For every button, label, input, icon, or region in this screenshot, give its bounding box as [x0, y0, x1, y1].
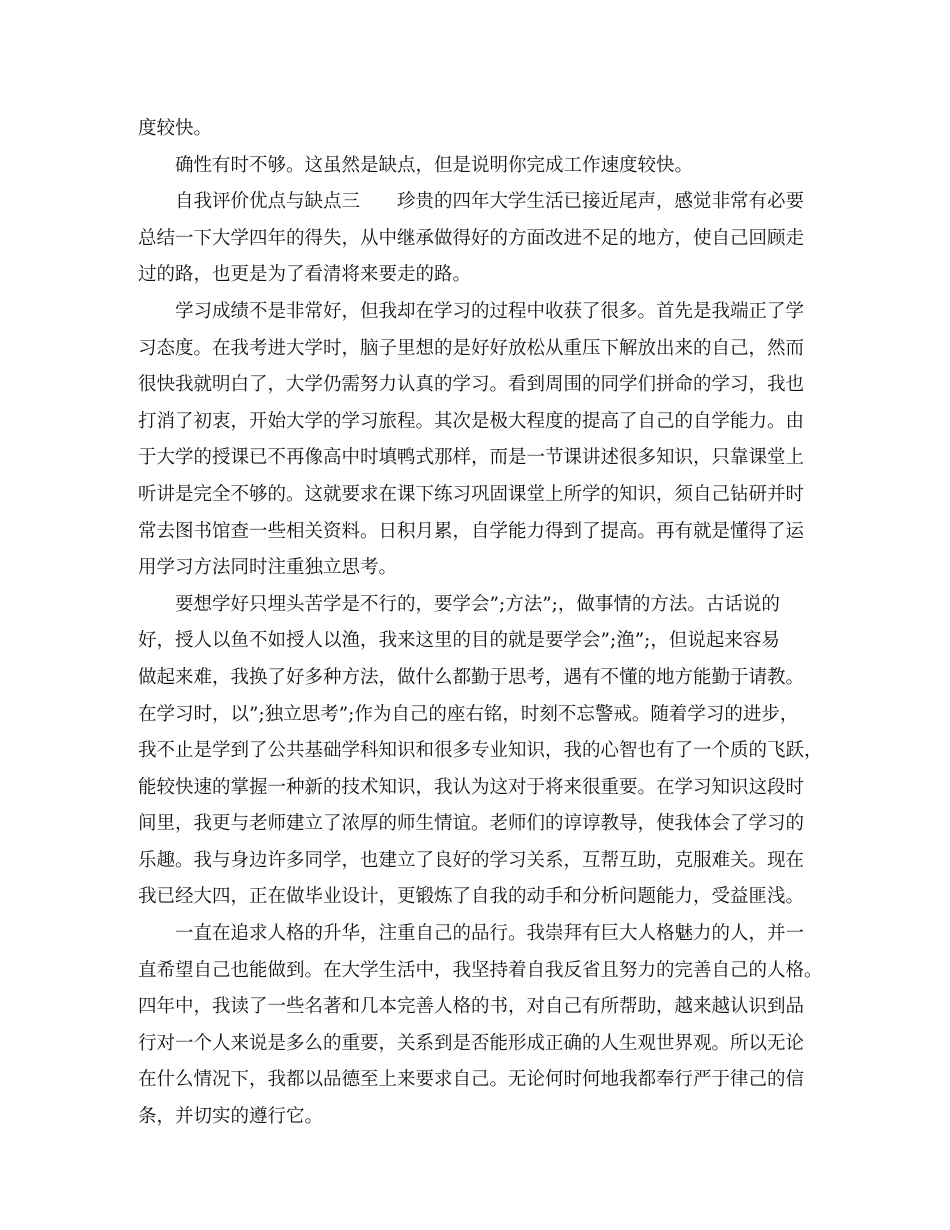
- text-line: 在什么情况下，我都以品德至上来要求自己。无论何时何地我都奉行严于律己的信: [138, 1069, 805, 1091]
- text-line: 很快我就明白了，大学仍需努力认真的学习。看到周围的同学们拼命的学习，我也: [138, 374, 805, 396]
- text-line: 间里，我更与老师建立了浓厚的师生情谊。老师们的谆谆教导，使我体会了学习的: [138, 813, 805, 835]
- text-line: 能较快速的掌握一种新的技术知识，我认为这对于将来很重要。在学习知识这段时: [138, 776, 805, 798]
- text-line: 过的路，也更是为了看清将来要走的路。: [138, 264, 472, 286]
- text-line: 一直在追求人格的升华，注重自己的品行。我崇拜有巨大人格魅力的人，并一: [175, 923, 805, 945]
- text-line: 在学习时，以”;独立思考”;作为自己的座右铭，时刻不忘警戒。随着学习的进步，: [138, 703, 799, 725]
- text-line: 我不止是学到了公共基础学科知识和很多专业知识，我的心智也有了一个质的飞跃，: [138, 740, 823, 762]
- document-body: [138, 111, 823, 1136]
- text-line: 四年中，我读了一些名著和几本完善人格的书，对自己有所帮助，越来越认识到品: [138, 996, 805, 1018]
- text-line: 总结一下大学四年的得失，从中继承做得好的方面改进不足的地方，使自己回顾走: [138, 227, 805, 249]
- paragraph-3: [138, 184, 814, 294]
- text-line: 常去图书馆查一些相关资料。日积月累，自学能力得到了提高。再有就是懂得了运: [138, 520, 805, 542]
- text-line: 打消了初衷，开始大学的学习旅程。其次是极大程度的提高了自己的自学能力。由: [138, 410, 805, 432]
- paragraph-5: [138, 587, 823, 916]
- text-line: 直希望自己也能做到。在大学生活中，我坚持着自我反省且努力的完善自己的人格。: [138, 959, 823, 981]
- paragraph-2: [138, 148, 814, 185]
- text-line: 听讲是完全不够的。这就要求在课下练习巩固课堂上所学的知识，须自己钻研并时: [138, 483, 805, 505]
- paragraph-4: [138, 294, 814, 587]
- text-line: 好，授人以鱼不如授人以渔，我来这里的目的就是要学会”;渔”;，但说起来容易: [138, 630, 780, 652]
- text-line: 自我评价优点与缺点三 珍贵的四年大学生活已接近尾声，感觉非常有必要: [175, 191, 805, 213]
- text-line: 度较快。: [138, 118, 213, 139]
- text-line: 行对一个人来说是多么的重要，关系到是否能形成正确的人生观世界观。所以无论: [138, 1032, 805, 1054]
- text-line: 条，并切实的遵行它。: [138, 1106, 324, 1128]
- text-line: 我已经大四，正在做毕业设计，更锻炼了自我的动手和分析问题能力，受益匪浅。: [138, 886, 805, 908]
- text-line: 乐趣。我与身边许多同学，也建立了良好的学习关系，互帮互助，克服难关。现在: [138, 849, 805, 871]
- text-line: 做起来难，我换了好多种方法，做什么都勤于思考，遇有不懂的地方能勤于请教。: [138, 666, 805, 688]
- paragraph-1: [138, 111, 814, 148]
- text-line: 习态度。在我考进大学时，脑子里想的是好好放松从重压下解放出来的自己，然而: [138, 337, 805, 359]
- text-line: 学习成绩不是非常好，但我却在学习的过程中收获了很多。首先是我端正了学: [175, 300, 805, 322]
- paragraph-6: [138, 916, 823, 1136]
- text-line: 确性有时不够。这虽然是缺点，但是说明你完成工作速度较快。: [175, 154, 694, 176]
- text-line: 用学习方法同时注重独立思考。: [138, 557, 398, 579]
- text-line: 要想学好只埋头苦学是不行的，要学会”;方法”;，做事情的方法。古话说的: [175, 593, 780, 615]
- text-line: 于大学的授课已不再像高中时填鸭式那样，而是一节课讲述很多知识，只靠课堂上: [138, 447, 805, 469]
